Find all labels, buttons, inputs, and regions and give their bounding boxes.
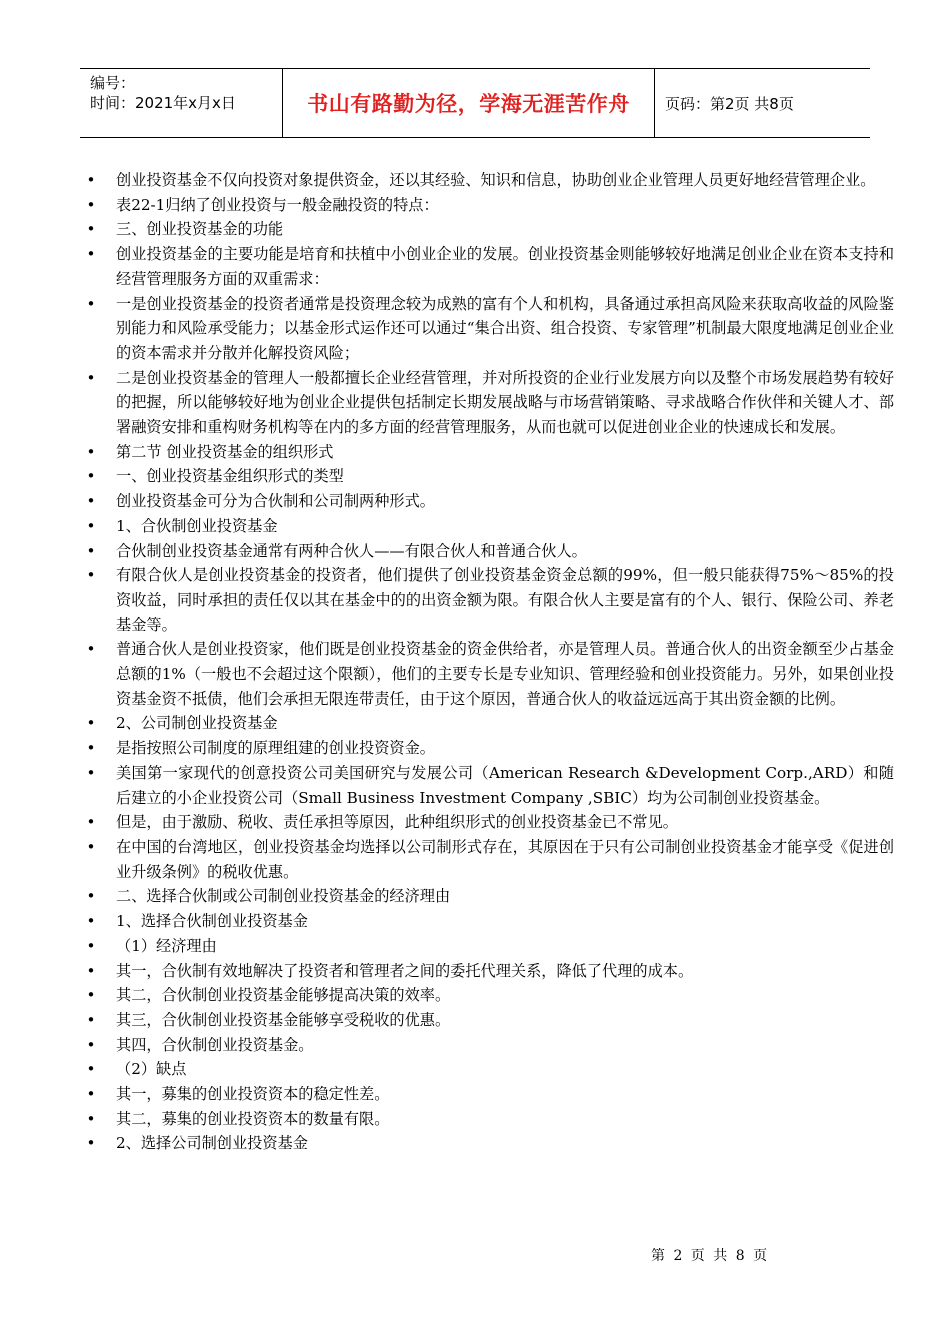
time-label: 时间：2021年x月x日 — [90, 94, 236, 112]
bullet-text: 其二，募集的创业投资资本的数量有限。 — [116, 1109, 390, 1128]
bullet-text: 有限合伙人是创业投资基金的投资者，他们提供了创业投资基金资金总额的99%，但一般只能获得75%～85%的投资收益，同时承担的责任仅以其在基金中的的出资金额为限。有限合伙人主要是富有的个人、银行、保险公司、养老基金等。 — [116, 566, 894, 634]
bullet-text: 在中国的台湾地区，创业投资基金均选择以公司制形式存在，其原因在于只有公司制创业投资基金才能享受《促进创业升级条例》的税收优惠。 — [116, 837, 894, 881]
bullet-icon: • — [86, 813, 96, 832]
bullet-icon: • — [86, 1134, 96, 1153]
bullet-icon: • — [86, 1035, 96, 1054]
bullet-text: 合伙制创业投资基金通常有两种合伙人——有限合伙人和普通合伙人。 — [116, 541, 587, 560]
bullet-item — [84, 810, 894, 835]
bullet-text: 创业投资基金可分为合伙制和公司制两种形式。 — [116, 492, 435, 511]
number-label: 编号： — [90, 74, 136, 92]
page-header — [80, 68, 870, 138]
bullet-text: 第二节 创业投资基金的组织形式 — [116, 442, 334, 461]
bullet-item — [84, 242, 894, 291]
bullet-text: 其三，合伙制创业投资基金能够享受税收的优惠。 — [116, 1010, 451, 1029]
bullet-icon: • — [86, 887, 96, 906]
bullet-icon: • — [86, 541, 96, 560]
bullet-text: （1）经济理由 — [116, 936, 217, 955]
bullet-text: 二是创业投资基金的管理人一般都擅长企业经营管理，并对所投资的企业行业发展方向以及整个市场发展趋势有较好的把握，所以能够较好地为创业企业提供包括制定长期发展战略与市场营销策略、寻求战略合作伙伴和关键人才、部署融资安排和重构财务机构等在内的多方面的经营管理服务，从而也就可以促进创业企业的快速成长和发展。 — [116, 368, 894, 437]
bullet-text: 普通合伙人是创业投资家，他们既是创业投资基金的资金供给者，亦是管理人员。普通合伙人的出资金额至少占基金总额的1%（一般也不会超过这个限额），他们的主要专长是专业知识、管理经验和创业投资能力。另外，如果创业投资基金资不抵债，他们会承担无限连带责任，由于这个原因，普通合伙人的收益远远高于其出资金额的比例。 — [116, 640, 894, 708]
bullet-text: 1、合伙制创业投资基金 — [116, 516, 278, 535]
bullet-text: 创业投资基金的主要功能是培育和扶植中小创业企业的发展。创业投资基金则能够较好地满足创业企业在资本支持和经营管理服务方面的双重需求： — [116, 245, 894, 288]
page-footer: 第 2 页 共 8 页 — [651, 1248, 770, 1264]
bullet-item — [84, 909, 894, 934]
bullet-text: 其一，募集的创业投资资本的稳定性差。 — [116, 1085, 390, 1104]
bullet-icon: • — [86, 492, 96, 511]
bullet-item — [84, 1107, 894, 1132]
bullet-icon: • — [86, 739, 96, 758]
bullet-item — [84, 489, 894, 514]
bullet-icon: • — [86, 936, 96, 955]
bullet-text: 一是创业投资基金的投资者通常是投资理念较为成熟的富有个人和机构，具备通过承担高风险来获取高收益的风险鉴别能力和风险承受能力；以基金形式运作还可以通过“集合出资、组合投资、专家管理”机制最大限度地满足创业企业的资本需求并分散并化解投资风险； — [116, 294, 894, 362]
bullet-item — [84, 366, 894, 440]
document-body — [84, 168, 894, 1156]
bullet-icon: • — [86, 467, 96, 486]
bullet-item — [84, 711, 894, 736]
bullet-item — [84, 637, 894, 711]
bullet-text: 但是，由于激励、税收、责任承担等原因，此种组织形式的创业投资基金已不常见。 — [116, 813, 678, 832]
bullet-item — [84, 563, 894, 637]
bullet-text: 其四，合伙制创业投资基金。 — [116, 1035, 314, 1054]
bullet-text: 1、选择合伙制创业投资基金 — [116, 912, 308, 931]
bullet-icon: • — [86, 171, 96, 189]
bullet-icon: • — [86, 195, 96, 214]
bullet-item — [84, 217, 894, 242]
bullet-text: 美国第一家现代的创意投资公司美国研究与发展公司（American Research &Development Corp.,ARD）和随后建立的小企业投资公司（Small Business Investment Company ,SBIC）均为公司制创业投资基金。 — [116, 763, 894, 807]
bullet-text: （2）缺点 — [116, 1060, 187, 1079]
bullet-icon: • — [86, 294, 96, 313]
bullet-icon: • — [86, 516, 96, 535]
bullet-item — [84, 168, 894, 193]
bullet-item — [84, 1033, 894, 1058]
bullet-item — [84, 736, 894, 761]
header-motto: 书山有路勤为径，学海无涯苦作舟 — [283, 69, 655, 137]
bullet-icon: • — [86, 245, 96, 264]
bullet-text: 是指按照公司制度的原理组建的创业投资资金。 — [116, 739, 435, 758]
bullet-icon: • — [86, 442, 96, 461]
bullet-text: 2、选择公司制创业投资基金 — [116, 1134, 308, 1153]
bullet-icon: • — [86, 368, 96, 387]
bullet-item — [84, 959, 894, 984]
bullet-item — [84, 1131, 894, 1156]
bullet-item — [84, 934, 894, 959]
bullet-icon: • — [86, 961, 96, 980]
bullet-icon: • — [86, 1060, 96, 1079]
bullet-item — [84, 193, 894, 218]
bullet-icon: • — [86, 1109, 96, 1128]
bullet-item — [84, 1057, 894, 1082]
bullet-item — [84, 1082, 894, 1107]
bullet-text: 2、公司制创业投资基金 — [116, 714, 278, 733]
bullet-icon: • — [86, 566, 96, 585]
header-meta — [80, 69, 283, 137]
bullet-item — [84, 761, 894, 810]
bullet-item — [84, 884, 894, 909]
bullet-item — [84, 835, 894, 884]
bullet-item — [84, 1008, 894, 1033]
bullet-item — [84, 514, 894, 539]
bullet-icon: • — [86, 986, 96, 1005]
bullet-text: 二、选择合伙制或公司制创业投资基金的经济理由 — [116, 887, 451, 906]
bullet-icon: • — [86, 640, 96, 659]
bullet-item — [84, 464, 894, 489]
bullet-text: 三、创业投资基金的功能 — [116, 220, 284, 239]
bullet-icon: • — [86, 763, 96, 782]
bullet-text: 表22-1归纳了创业投资与一般金融投资的特点： — [116, 195, 439, 214]
bullet-item — [84, 983, 894, 1008]
bullet-text: 其二，合伙制创业投资基金能够提高决策的效率。 — [116, 986, 451, 1005]
bullet-icon: • — [86, 714, 96, 733]
header-page-label: 页码：第2页 共8页 — [665, 94, 794, 113]
bullet-item — [84, 539, 894, 564]
bullet-text: 其一，合伙制有效地解决了投资者和管理者之间的委托代理关系，降低了代理的成本。 — [116, 961, 694, 980]
bullet-text: 一、创业投资基金组织形式的类型 — [116, 467, 344, 486]
bullet-item — [84, 440, 894, 465]
bullet-icon: • — [86, 912, 96, 931]
bullet-text: 创业投资基金不仅向投资对象提供资金，还以其经验、知识和信息，协助创业企业管理人员更好地经营管理企业。 — [116, 171, 876, 189]
bullet-icon: • — [86, 220, 96, 239]
bullet-icon: • — [86, 1010, 96, 1029]
bullet-icon: • — [86, 1085, 96, 1104]
bullet-icon: • — [86, 837, 96, 856]
bullet-item — [84, 292, 894, 366]
